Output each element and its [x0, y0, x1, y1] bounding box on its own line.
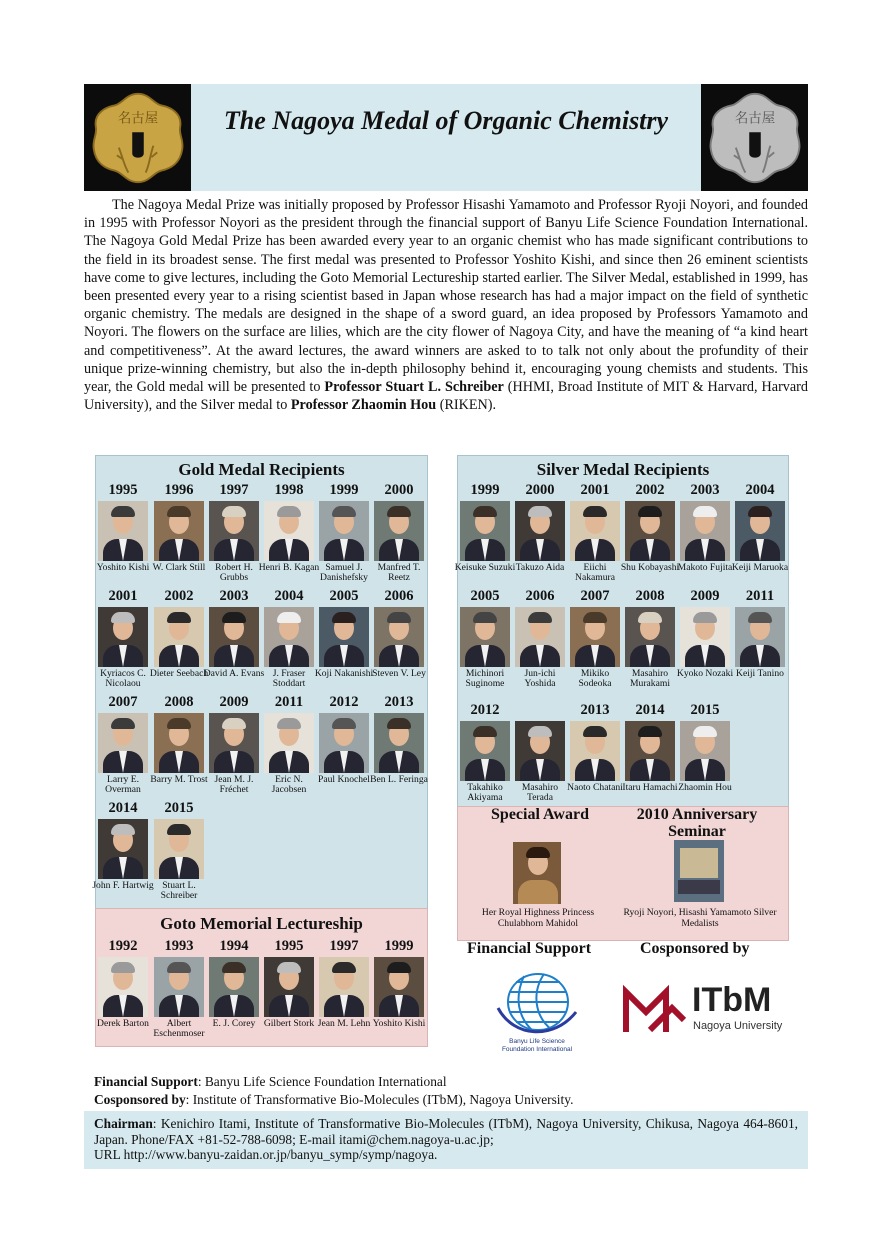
gold-portrait — [98, 607, 148, 667]
silver-medal-image — [701, 84, 808, 191]
goto-year: 1997 — [329, 938, 359, 954]
header-banner — [84, 84, 808, 191]
silver-portrait — [515, 607, 565, 667]
silver-year: 2014 — [635, 702, 665, 718]
gold-recipient-name: Yoshito Kishi — [96, 562, 150, 573]
gold-year: 2009 — [219, 694, 249, 710]
silver-year: 2006 — [525, 588, 555, 604]
gold-portrait — [264, 713, 314, 773]
silver-portrait — [735, 607, 785, 667]
gold-recipient-name: David A. Evans — [203, 668, 265, 679]
anniversary-title: 2010 Anniversary Seminar — [636, 806, 758, 840]
goto-recipient-name: Albert Eschenmoser — [153, 1018, 205, 1040]
silver-recipient-2015: Professor Zhaomin Hou — [290, 397, 437, 414]
goto-year: 1995 — [274, 938, 304, 954]
silver-recipient-name: Shu Kobayashi — [620, 562, 680, 573]
gold-year: 2005 — [329, 588, 359, 604]
financial-support-heading: Financial Support — [467, 940, 592, 957]
silver-year: 2005 — [470, 588, 500, 604]
gold-recipient-name: W. Clark Still — [152, 562, 206, 573]
gold-recipient-name: Paul Knochel — [318, 774, 370, 785]
chairman-contact: Chairman: Kenichiro Itami, Institute of Transformative Bio-Molecules (ITbM), Nagoya University, Chikusa, Nagoya 464-8601, Japan. Phone/FAX +81-52-788-6098; E-mail itami@chem.nagoya-u.ac.jp; URL http://www.banyu-zaidan.or.jp/banyu_symp/symp/nagoya. — [94, 1116, 798, 1163]
silver-portrait — [735, 501, 785, 561]
silver-recipient-name: Keiji Maruoka — [731, 562, 789, 573]
silver-panel-title: Silver Medal Recipients — [536, 460, 710, 479]
silver-recipient-name: Masahiro Murakami — [630, 668, 670, 690]
silver-year: 2000 — [525, 482, 555, 498]
silver-recipient-name: Kyoko Nozaki — [676, 668, 734, 679]
gold-year: 1996 — [164, 482, 194, 498]
special-award-photo — [513, 842, 561, 904]
silver-recipient-name: Keiji Tanino — [736, 668, 784, 679]
gold-year: 2001 — [108, 588, 138, 604]
gold-portrait — [209, 607, 259, 667]
gold-portrait — [154, 607, 204, 667]
gold-recipient-name: Kyriacos C. Nicolaou — [100, 668, 146, 690]
silver-recipient-name: Makoto Fujita — [677, 562, 733, 573]
gold-recipient-name: Manfred T. Reetz — [377, 562, 421, 584]
gold-portrait — [154, 713, 204, 773]
gold-medal-image — [84, 84, 191, 191]
silver-portrait — [570, 607, 620, 667]
gold-portrait — [374, 713, 424, 773]
silver-recipient-name: Michinori Suginome — [465, 668, 505, 690]
silver-recipient-name: Takahiko Akiyama — [467, 782, 503, 804]
gold-recipient-name: Samuel J. Danishefsky — [320, 562, 368, 584]
goto-portrait — [264, 957, 314, 1017]
silver-portrait — [680, 501, 730, 561]
goto-year: 1994 — [219, 938, 249, 954]
gold-recipient-name: Steven V. Ley — [372, 668, 426, 679]
silver-portrait — [515, 721, 565, 781]
silver-portrait — [680, 607, 730, 667]
itbm-mark-icon — [620, 980, 690, 1040]
goto-recipient-name: Jean M. Lehn — [317, 1018, 371, 1029]
gold-portrait — [98, 501, 148, 561]
gold-year: 2011 — [274, 694, 304, 710]
gold-portrait — [209, 713, 259, 773]
silver-portrait — [570, 501, 620, 561]
gold-recipient-name: Eric N. Jacobsen — [271, 774, 307, 796]
gold-year: 1995 — [108, 482, 138, 498]
gold-recipient-name: Barry M. Trost — [150, 774, 208, 785]
gold-portrait — [98, 713, 148, 773]
silver-recipient-name: Zhaomin Hou — [678, 782, 732, 793]
gold-year: 2015 — [164, 800, 194, 816]
goto-recipient-name: Derek Barton — [97, 1018, 149, 1029]
silver-year: 2001 — [580, 482, 610, 498]
gold-year: 2006 — [384, 588, 414, 604]
gold-recipient-name: J. Fraser Stoddart — [272, 668, 306, 690]
gold-portrait — [319, 713, 369, 773]
silver-year: 2013 — [580, 702, 610, 718]
silver-recipient-name: Takuzo Aida — [515, 562, 565, 573]
silver-year: 2004 — [745, 482, 775, 498]
itbm-logo-sub: Nagoya University — [693, 1020, 783, 1032]
silver-year: 2008 — [635, 588, 665, 604]
gold-recipient-name: Jean M. J. Fréchet — [214, 774, 254, 796]
gold-portrait — [374, 607, 424, 667]
silver-recipient-name: Keisuke Suzuki — [454, 562, 516, 573]
gold-recipient-name: Robert H. Grubbs — [215, 562, 253, 584]
silver-year: 2009 — [690, 588, 720, 604]
gold-portrait — [264, 501, 314, 561]
banyu-logo — [494, 968, 580, 1056]
gold-recipient-name: Dieter Seebach — [149, 668, 209, 679]
anniversary-caption: Ryoji Noyori, Hisashi Yamamoto Silver Medalists — [623, 907, 777, 929]
silver-portrait — [625, 501, 675, 561]
anniversary-photo — [674, 840, 724, 902]
gold-year: 2013 — [384, 694, 414, 710]
special-award-title: Special Award — [491, 806, 589, 823]
itbm-logo-mark: ITbM — [692, 981, 772, 1019]
gold-year: 2007 — [108, 694, 138, 710]
silver-portrait — [460, 607, 510, 667]
gold-year: 2012 — [329, 694, 359, 710]
gold-portrait — [319, 501, 369, 561]
goto-portrait — [98, 957, 148, 1017]
itbm-logo — [620, 980, 785, 1040]
silver-year: 1999 — [470, 482, 500, 498]
silver-recipient-name: Eiichi Nakamura — [575, 562, 615, 584]
goto-year: 1993 — [164, 938, 194, 954]
gold-portrait — [154, 819, 204, 879]
banyu-globe-icon — [494, 968, 580, 1038]
silver-year: 2012 — [470, 702, 500, 718]
silver-portrait — [625, 607, 675, 667]
gold-year: 1999 — [329, 482, 359, 498]
gold-portrait — [154, 501, 204, 561]
goto-recipient-name: Gilbert Stork — [263, 1018, 315, 1029]
goto-portrait — [209, 957, 259, 1017]
silver-portrait — [625, 721, 675, 781]
gold-medal-inscription: 名古屋 — [117, 111, 158, 127]
gold-recipient-name: Larry E. Overman — [105, 774, 141, 796]
gold-portrait — [374, 501, 424, 561]
cosponsored-heading: Cosponsored by — [640, 940, 750, 957]
goto-year: 1992 — [108, 938, 138, 954]
gold-recipient-name: Henri B. Kagan — [258, 562, 320, 573]
goto-portrait — [319, 957, 369, 1017]
silver-medal-inscription: 名古屋 — [734, 111, 775, 127]
gold-recipient-name: John F. Hartwig — [92, 880, 154, 891]
goto-recipient-name: Yoshito Kishi — [372, 1018, 426, 1029]
gold-year: 1997 — [219, 482, 249, 498]
goto-year: 1999 — [384, 938, 414, 954]
silver-recipient-name: Naoto Chatani — [567, 782, 623, 793]
gold-year: 2008 — [164, 694, 194, 710]
silver-year: 2003 — [690, 482, 720, 498]
goto-recipient-name: E. J. Corey — [212, 1018, 256, 1029]
silver-portrait — [570, 721, 620, 781]
silver-portrait — [460, 501, 510, 561]
silver-year: 2002 — [635, 482, 665, 498]
gold-recipient-name: Ben L. Feringa — [370, 774, 428, 785]
page-title: The Nagoya Medal of Organic Chemistry — [223, 106, 669, 135]
gold-portrait — [264, 607, 314, 667]
gold-portrait — [209, 501, 259, 561]
special-award-caption: Her Royal Highness Princess Chulabhorn Mahidol — [481, 907, 595, 929]
chairman-box — [84, 1111, 808, 1169]
gold-year: 2003 — [219, 588, 249, 604]
gold-recipient-name: Koji Nakanishi — [314, 668, 374, 679]
banyu-logo-text: Banyu Life Science Foundation International — [501, 1038, 573, 1053]
gold-panel-title: Gold Medal Recipients — [178, 460, 345, 479]
silver-recipient-name: Jun-ichi Yoshida — [524, 668, 556, 690]
silver-year: 2015 — [690, 702, 720, 718]
silver-recipient-name: Masahiro Terada — [521, 782, 559, 804]
gold-portrait — [98, 819, 148, 879]
silver-recipient-name: Itaru Hamachi — [622, 782, 678, 793]
goto-portrait — [154, 957, 204, 1017]
goto-portrait — [374, 957, 424, 1017]
gold-year: 1998 — [274, 482, 304, 498]
goto-panel-title: Goto Memorial Lectureship — [160, 914, 363, 933]
silver-portrait — [515, 501, 565, 561]
gold-year: 2002 — [164, 588, 194, 604]
footer-credits: Financial Support: Banyu Life Science Foundation International Cosponsored by: Institute of Transformative Bio-Molecules (ITbM), Nagoya University. — [94, 1074, 574, 1107]
gold-year: 2000 — [384, 482, 414, 498]
silver-year: 2007 — [580, 588, 610, 604]
silver-year: 2011 — [745, 588, 775, 604]
gold-recipient-name: Stuart L. Schreiber — [160, 880, 198, 902]
symposium-url[interactable]: URL http://www.banyu-zaidan.or.jp/banyu_symp/symp/nagoya. — [94, 1147, 438, 1163]
gold-portrait — [319, 607, 369, 667]
silver-portrait — [680, 721, 730, 781]
gold-year: 2004 — [274, 588, 304, 604]
gold-recipient-2015: Professor Stuart L. Schreiber — [324, 379, 504, 396]
intro-paragraph: The Nagoya Medal Prize was initially proposed by Professor Hisashi Yamamoto and Professor Ryoji Noyori, and founded in 1995 with Professor Noyori as the president through the financial support of Banyu Life Science Foundation International. The Nagoya Gold Medal Prize has been awarded every year to an organic chemist who has made significant contributions to the field in its broadest sense. The first medal was presented to Professor Yoshito Kishi, and since then 26 eminent scientists have come to give lectures, including the Goto Memorial Lectureship started earlier. The Silver Medal, established in 1999, has been presented every year to a rising scientist based in Japan whose research has had a major impact on the field of synthetic organic chemistry. The medals are designed in the shape of a sword guard, an idea proposed by Professors Yamamoto and Noyori. The flowers on the surface are lilies, which are the city flower of Nagoya City, and have the meaning of “a kind heart and competitiveness”. At the award lectures, the award winners are asked to to talk not only about the profundity of their unique prize-winning chemistry, but also the in-depth philosophy behind it, encouraging young chemists and students. This year, the Gold medal will be presented to Professor Stuart L. Schreiber (HHMI, Broad Institute of MIT & Harvard, Harvard University), and the Silver medal to Professor Zhaomin Hou (RIKEN). — [84, 197, 808, 414]
silver-recipient-name: Mikiko Sodeoka — [578, 668, 612, 690]
silver-portrait — [460, 721, 510, 781]
gold-year: 2014 — [108, 800, 138, 816]
